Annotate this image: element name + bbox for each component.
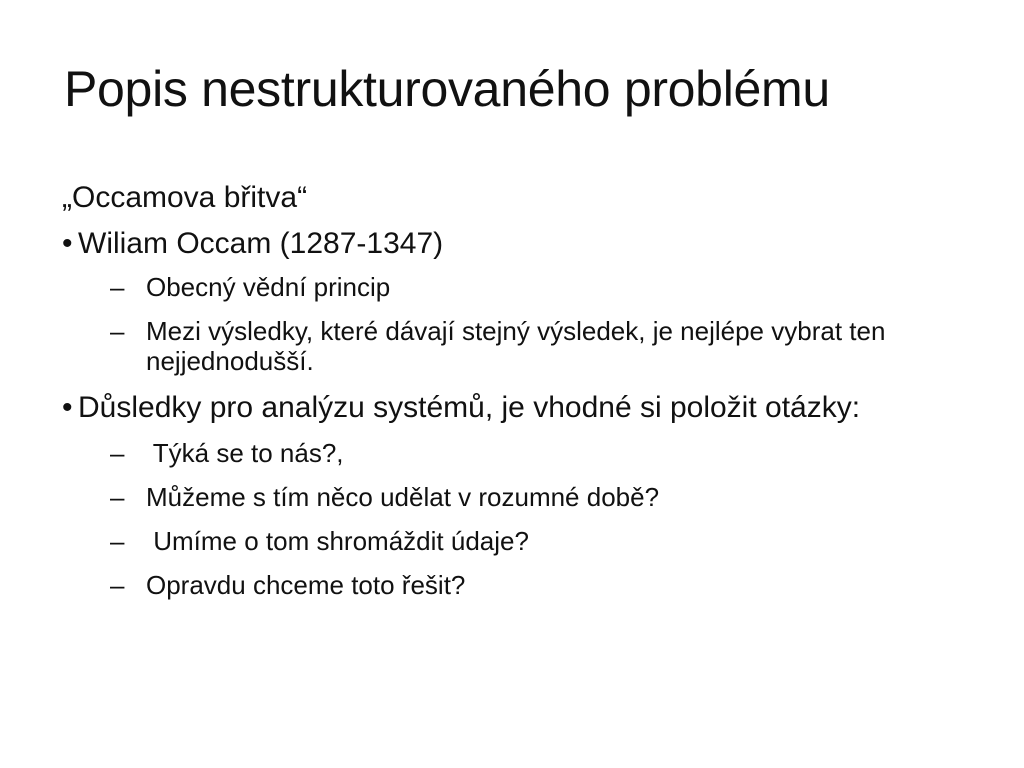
sub-item-text: Opravdu chceme toto řešit? [146, 570, 466, 600]
sub-item-text: Můžeme s tím něco udělat v rozumné době? [146, 482, 660, 512]
dash-icon: – [110, 272, 125, 302]
sub-item-text: Obecný vědní princip [146, 272, 391, 302]
dash-icon: – [110, 316, 125, 346]
sub-item-text: Mezi výsledky, které dávají stejný výsledek, je nejlépe vybrat ten nejjednodušší. [146, 316, 886, 376]
sub-item-text: Umíme o tom shromáždit údaje? [146, 526, 529, 556]
dash-icon: – [110, 526, 125, 556]
bullet-icon: • [62, 391, 73, 424]
sub-item-question-3 [62, 526, 962, 556]
subtitle-text: „Occamova břitva“ [62, 181, 308, 214]
bullet-item-consequences [62, 390, 962, 426]
bullet-icon: • [62, 227, 73, 260]
dash-icon: – [110, 570, 125, 600]
dash-icon: – [110, 482, 125, 512]
sub-item-text: Týká se to nás?, [146, 438, 344, 468]
sub-item-question-2 [62, 482, 962, 512]
bullet-text: Důsledky pro analýzu systémů, je vhodné si položit otázky: [78, 391, 861, 424]
sub-item-simplest [62, 316, 962, 376]
sub-item-question-1 [62, 438, 962, 468]
dash-icon: – [110, 438, 125, 468]
bullet-text: Wiliam Occam (1287-1347) [78, 227, 444, 260]
slide-title: Popis nestrukturovaného problému [64, 61, 830, 117]
bullet-item-occam [62, 226, 962, 262]
slide-body [62, 180, 962, 614]
subtitle-occam-razor [62, 180, 962, 216]
sub-item-question-4 [62, 570, 962, 600]
sub-item-principle [62, 272, 962, 302]
